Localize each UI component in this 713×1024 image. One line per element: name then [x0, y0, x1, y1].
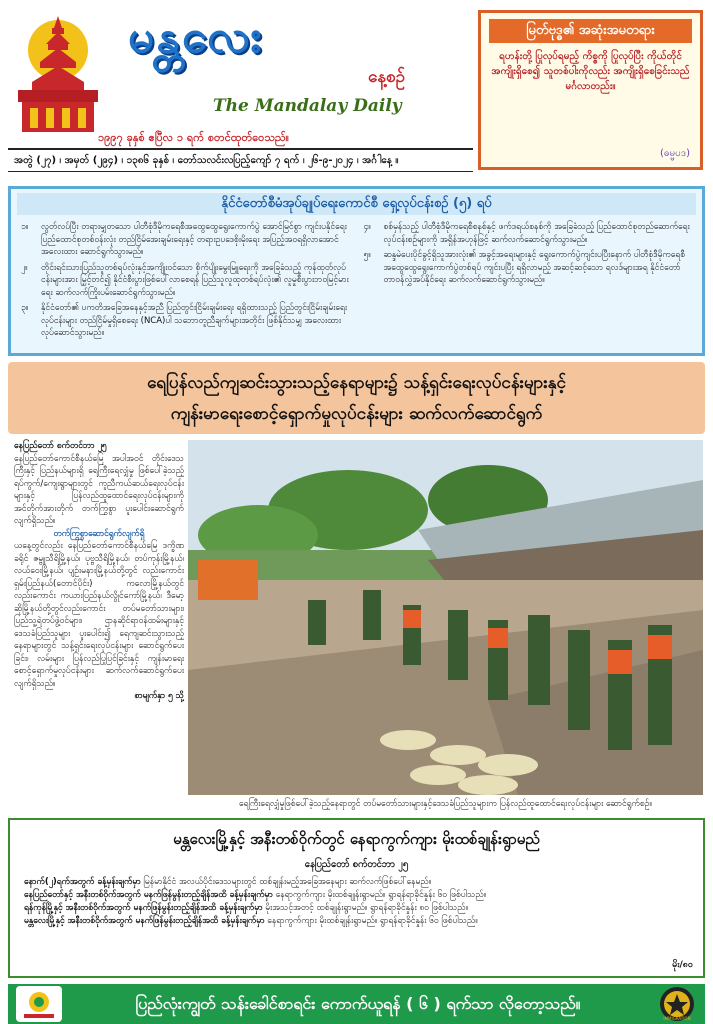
weather-line: ရန်ကုန်မြို့နှင့် အနီးတစ်ဝိုက်အတွက် မနက်ဖြန်မွန်းတည့်ချိန်အထိ ခန့်မှန်းချက်မှာ မိုးအသင့်အတင့် ထစ်ချုန်းရွာမည်။ ရွာရန်ရာခိုင်နှုန်း ၈၀ ဖြစ်ပါသည်။ — [24, 903, 469, 913]
article-paragraph: နေပြည်တော်ကောင်စီနယ်မြေ အပါအဝင် တိုင်းဒေသကြီးနှင့် ပြည်နယ်များရှိ ရေကြီးရေလျှံမှု ဖြစ်ပေါ်ခဲ့သည့် ရပ်ကွက်/ကျေးရွာများတွင် ကူညီကယ်ဆယ်ရေးလုပ်ငန်းများနှင့် ပြန်လည်ထူထောင်ရေးလုပ်ငန်းများကို အင်တိုက်အားတိုက် တက်ကြွစွာ ပူးပေါင်းဆောင်ရွက်လျက်ရှိသည်။ — [14, 453, 184, 526]
banner-text: ပြည်လုံးကျွတ် သန်းခေါင်စာရင်း ကောက်ယူရန် ( ၆ ) ရက်သာ လိုတော့သည်။ — [135, 994, 581, 1013]
roadmap-item: ၂။ တိုင်းရင်းသားပြည်သူတစ်ရပ်လုံးနှင့်အကျိုးဝင်သော စိုက်ပျိုးမွေးမြူရေးကို အခြေခံသည့် ကုန်ထုတ်လုပ်ငန်းများအား မြှင့်တင်၍ နိုင်ငံစီးပွားဖြစ်ပေါ်လာစေရန် ပြည်သူလူထုတစ်ရပ်လုံး၏ လူမှုစီးပွားဘဝမြင့်မားရေး ဆက်လက်ကြိုးပမ်းဆောင်ရွက်သွားမည်။ — [21, 262, 349, 298]
masthead-english-name: The Mandalay Daily — [213, 96, 402, 116]
census-banner — [8, 984, 705, 1024]
roadmap-item: ၃။ နိုင်ငံတော်၏ ပကတိအခြေအနေနှင့်အညီ ပြည်တွင်းငြိမ်းချမ်းရေး ရရှိထားသည့် ပြည်တွင်းငြိမ်းချမ်းရေးလုပ်ငန်းများ တည်ငြိမ်မှုရှိစေရေး (NCA)ပါ သဘောတူညီချက်များအတိုင်း ဖြစ်နိုင်သမျှ အလေးထား လုပ်ဆောင်သွားမည်။ — [21, 303, 348, 338]
dhamma-notice-box — [478, 10, 703, 170]
notice-body: ရဟန်းတို့ ပြုလုပ်ရမည့် ကိစ္စကို ပြုလုပ်ပြီး ကိုယ်တိုင် အကျိုးရှိစေ၍ သူတစ်ပါးကိုလည်း အကျိုးရှိစေခြင်းသည် မင်္ဂလာတည်း။ — [491, 51, 690, 92]
main-headline — [8, 362, 705, 434]
palace-logo-icon — [10, 10, 100, 135]
weather-line: နောက်(၂)ရက်အတွက် ခန့်မှန်းချက်မှာ မြန်မာနိုင်ငံ အလယ်ပိုင်းဒေသများတွင် ထစ်ချုန်းမည့်အခြေအနေများ ဆက်လက်ဖြစ်ပေါ်နေမည်။ — [24, 877, 432, 887]
news-photo — [188, 440, 703, 795]
notice-heading: မြတ်ဗုဒ္ဓ၏ အဆုံးအမတရား — [489, 19, 692, 43]
five-point-roadmap-box — [8, 186, 705, 356]
article-body — [14, 440, 184, 812]
issue-info-bar: အတွဲ (၂၇) ၊ အမှတ် (၂၉၄) ၊ ၁၃၈၆ ခုနှစ် ၊ တော်သလင်းလပြည့်ကျော် ၇ ရက် ၊ ၂၆-၉-၂၀၂၄ ၊ အင်္ဂါနေ့ ။ — [8, 148, 473, 172]
roadmap-column-left — [21, 221, 350, 343]
article-subhead: တက်ကြွစွာဆောင်ရွက်လျက်ရှိ — [53, 528, 145, 539]
article-continued: စာမျက်နှာ ၅ သို့ — [134, 691, 184, 701]
immigration-logo-label: IMMIGRATION — [663, 1016, 691, 1021]
weather-lines — [10, 872, 703, 928]
masthead-title: မန္တလေး — [128, 9, 264, 63]
weather-forecast-box — [8, 818, 705, 978]
weather-title: မန္တလေးမြို့နှင့် အနီးတစ်ဝိုက်တွင် နေရာကွက်ကျား မိုးထစ်ချုန်းရွာမည် — [173, 830, 540, 848]
roadmap-item: ၄။ စစ်မှန်သည့် ပါတီစုံဒီမိုကရေစီစနစ်နှင့် ဖက်ဒရယ်စနစ်ကို အခြေခံသည့် ပြည်ထောင်စုတည်ဆောက်ရေးလုပ်ငန်းစဉ်များကို အရှိန်အဟုန်ဖြင့် ဆက်လက်ဆောင်ရွက်သွားမည်။ — [363, 222, 690, 245]
notice-source: (ဓမ္မပဒ) — [659, 148, 690, 159]
article-dateline: နေပြည်တော် စက်တင်ဘာ ၂၅ — [14, 441, 107, 451]
weather-footer: မိုး/၈၀ — [672, 960, 693, 970]
masthead-subtitle: နေ့စဉ် — [368, 67, 406, 87]
headline-line-2: ကျန်းမာရေးစောင့်ရှောက်မှုလုပ်ငန်းများ ဆက်လက်ဆောင်ရွက် — [170, 404, 543, 424]
photo-caption: ရေကြီးရေလျှံမှုဖြစ်ပေါ်ခဲ့သည့်နေရာတွင် တပ်မတော်သားများနှင့်ဒေသခံပြည်သူများက ပြန်လည်ထူထောင်ရေးလုပ်ငန်းများ ဆောင်ရွက်စဉ်။ — [239, 799, 652, 809]
article-paragraph: ယနေ့တွင်လည်း နေပြည်တော်ကောင်စီနယ်မြေ ဒက္ခိဏခရိုင် ဇမ္ဗူသီရိမြို့နယ်၊ ပုဗ္ဗသီရိမြို့နယ်၊ တပ်ကုန်းမြို့နယ်၊ လယ်ဝေးမြို့နယ်၊ ပျဉ်းမနားမြို့နယ်တို့တွင် လည်းကောင်း ရှမ်းပြည်နယ်(တောင်ပိုင်း) ကလောမြို့နယ်တွင်လည်းကောင်း ကယားပြည်နယ်လွိုင်ကော်မြို့နယ်၊ ဒီမော့ဆိုမြို့နယ်တို့တွင်လည်းကောင်း တပ်မတော်သားများ၊ ပြည်သူ့ရဲတပ်ဖွဲ့ဝင်များ၊ ဌာနဆိုင်ရာဝန်ထမ်းများနှင့် ဒေသခံပြည်သူများ ပူးပေါင်း၍ ရေကျဆင်းသွားသည့် နေရာများတွင် သန့်ရှင်းရေးလုပ်ငန်းများ ဆောင်ရွက်ပေးခြင်း၊ လမ်းများ ပြန်လည်ပြုပြင်ခြင်းနှင့် ကျန်းမာရေးစောင့်ရှောက်မှုလုပ်ငန်းများ ဆက်လက်ဆောင်ရွက်ပေးလျက်ရှိသည်။ — [14, 541, 184, 689]
masthead-founded-line: ၁၉၉၇ ခုနှစ် ဧပြီလ ၁ ရက် စတင်ထုတ်ဝေသည်။ — [98, 131, 289, 144]
roadmap-item: ၁။ လွတ်လပ်ပြီး တရားမျှတသော ပါတီစုံဒီမိုကရေစီအထွေထွေရွေးကောက်ပွဲ အောင်မြင်စွာ ကျင်းပနိုင်ရေး ပြည်ထောင်စုတစ်ဝန်းလုံး တည်ငြိမ်အေးချမ်းရေးနှင့် တရားဥပဒေစိုးမိုးရေး အပြည့်အဝရရှိလာအောင် အလေးထား ဆောင်ရွက်သွားမည်။ — [21, 222, 347, 257]
weather-line: နေပြည်တော်နှင့် အနီးတစ်ဝိုက်အတွက် မနက်ဖြန်မွန်းတည့်ချိန်အထိ ခန့်မှန်းချက်မှာ နေရာကွက်ကျား မိုးထစ်ချုန်းရွာမည်။ ရွာရန်ရာခိုင်နှုန်း ၆၀ ဖြစ်ပါသည်။ — [24, 890, 487, 900]
census-logo-icon — [16, 986, 62, 1022]
roadmap-column-right — [364, 221, 693, 343]
masthead — [8, 8, 474, 208]
weather-line: မန္တလေးမြို့နှင့် အနီးတစ်ဝိုက်အတွက် မနက်ဖြန်မွန်းတည့်ချိန်အထိ ခန့်မှန်းချက်မှာ နေရာကွက်ကျား မိုးထစ်ချုန်းရွာမည်။ ရွာရန်ရာခိုင်နှုန်း ၆၀ ဖြစ်ပါသည်။ — [24, 916, 478, 926]
roadmap-heading: နိုင်ငံတော်စီမံအုပ်ချုပ်ရေးကောင်စီ ရှေ့လုပ်ငန်းစဉ် (၅) ရပ် — [17, 193, 696, 215]
immigration-logo-icon — [657, 986, 697, 1022]
weather-dateline: နေပြည်တော် စက်တင်ဘာ ၂၅ — [304, 859, 409, 870]
flood-cleanup-photo — [188, 440, 703, 795]
headline-line-1: ရေပြန်လည်ကျဆင်းသွားသည့်နေရာများ၌ သန့်ရှင်းရေးလုပ်ငန်းများနှင့် — [147, 373, 566, 393]
roadmap-item: ၅။ ဆန္ဒမဲပေးပိုင်ခွင့်ရှိသူအားလုံး၏ အခွင့်အရေးများနှင့် ရွေးကောက်ပွဲကျင်းပပြီးနောက် ပါတီစုံဒီမိုကရေစီ အထွေထွေရွေးကောက်ပွဲတစ်ရပ် ကျင်းပပြီး ရရှိလာမည့် အဆင့်ဆင့်သော ရလဒ်များအရ နိုင်ငံတော်တာဝန်လွှဲအပ်နိုင်ရေး ဆက်လက်ဆောင်ရွက်သွားမည်။ — [363, 250, 686, 285]
